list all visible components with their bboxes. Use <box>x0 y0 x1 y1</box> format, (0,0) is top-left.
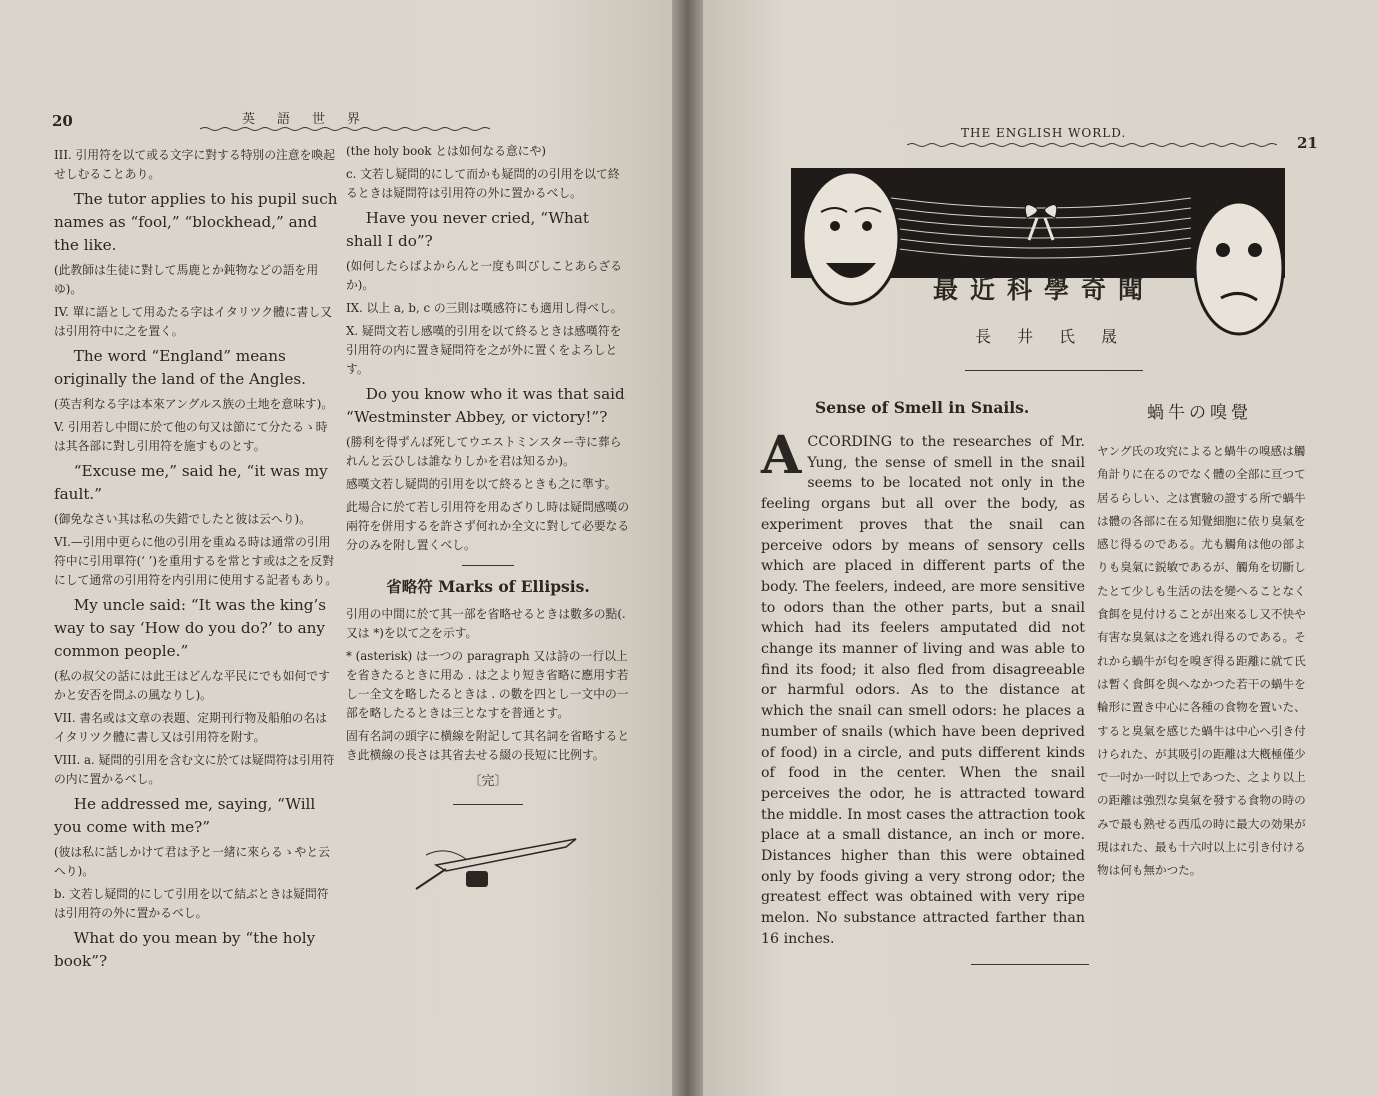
article-author: 長井氏晟 <box>975 327 1144 346</box>
section-rule <box>462 565 514 566</box>
right-page <box>703 0 1377 1096</box>
left-column-2-ellipsis <box>346 605 630 765</box>
japanese-text-paragraph: VII. 書名或は文章の表題、定期刊行物及船舶の名はイタリツク體に書し又は引用符を附す。 <box>54 711 328 744</box>
jp-article-body: ヤング氏の攻究によると蝸牛の嗅感は觸角計りに在るのでなく體の全部に亘つて居るらしい、之は實驗の證する所で蝸牛は體の各部に在る知覺細胞に依り臭氣を感じ得るのである。尤も觸角は他の部よりも臭氣に鋭敏であるが、觸角を切斷したとて少しも生活の法を變へることなく食餌を見付けることが出來るし又不快や有害な臭氣は之を逃れ得るのである。それから蝸牛が匂を嗅ぎ得る距離に就て氏は暫く食餌を與へなかつた若干の蝸牛を輪形に置き中心に各種の食物を置いた、すると臭氣を感じた蝸牛は中心へ引き付けられた、が其吸引の距離は大槪極僅少で一吋か一吋以上であつた、之より以上の距離は強烈な臭氣を發する食物の時のみで最も熟せる西瓜の時に最大の効果が現はれた、最も十六吋以上に引き付ける物は何も無かつた。 <box>1097 444 1306 878</box>
japanese-text-paragraph: X. 疑問文若し感嘆的引用を以て終るときは感嘆符を引用符の内に置き疑問符を之が外に置くをよろしとす。 <box>346 324 622 376</box>
japanese-text-paragraph: 引用の中間に於て其一部を省略せるときは數多の點(. 又は *)を以て之を示す。 <box>346 607 626 640</box>
japanese-text-paragraph: VIII. a. 疑問的引用を含む文に於ては疑問符は引用符の内に置かるべし。 <box>54 753 335 786</box>
page-number-right: 21 <box>1297 134 1318 152</box>
end-mark: 〔完〕 <box>468 774 508 789</box>
en-article-body <box>761 425 1085 950</box>
page-number-left: 20 <box>52 112 73 130</box>
left-column-2 <box>346 142 630 895</box>
english-example-paragraph: Do you know who it was that said “Westminster Abbey, or victory!”? <box>346 385 625 426</box>
japanese-text-paragraph: (如何したらばよからんと一度も叫びしことあらざるか)。 <box>346 259 622 292</box>
quill-inkpot-icon <box>406 825 586 895</box>
japanese-text-paragraph: c. 文若し疑問的にして而かも疑問的の引用を以て終るときは疑問符は引用符の外に置かるべし。 <box>346 167 620 200</box>
ellipsis-heading: 省略符 Marks of Ellipsis. <box>386 577 590 596</box>
english-example-paragraph: He addressed me, saying, “Will you come with me?” <box>54 795 316 836</box>
en-article-text: CCORDING to the researches of Mr. Yung, the sense of smell in the snail seems to be located not only in the feeling organs but all over the body, as experiment proves that the snail can perceive odors by means of sensory cells which are placed in different parts of the body. The feelers, indeed, are more sensitive to odors than the other parts, but a snail which had its feelers amputated did not change its manner of living and was able to find its food; it also fled from disagreeable or harmful odors. As to the distance at which the snail can smell odors: he places a number of snails (which have been deprived of food) in a circle, and puts different kinds of food in the center. When the snail perceives the odor, he is attracted toward the middle. In most cases the attraction took place at a small distance, an inch or more. Distances higher than this were obtained only by foods giving a very strong odor; the greatest effect was obtained with very ripe melon. No substance attracted farther than 16 inches. <box>761 434 1085 947</box>
running-head-right: THE ENGLISH WORLD. <box>961 126 1127 140</box>
japanese-text-paragraph: (英吉利なる字は本來アングルス族の土地を意味す)。 <box>54 397 334 411</box>
en-article-title-text: Sense of Smell in Snails. <box>815 398 1030 417</box>
english-example-paragraph: The word “England” means originally the land of the Angles. <box>54 347 306 388</box>
dropcap: A <box>761 425 802 486</box>
header-wave-rule-left <box>200 126 490 132</box>
left-column-1 <box>54 146 338 977</box>
japanese-text-paragraph: VI.—引用中更らに他の引用を重ぬる時は通常の引用符中に引用單符(‘ ’)を重用するを常とす或は之を反對にして通常の引用符を内引用に使用する記者もあり。 <box>54 535 338 587</box>
japanese-text-paragraph: 感嘆文若し疑問的引用を以て終るときも之に準す。 <box>346 477 617 491</box>
left-column-2-rules <box>346 142 630 555</box>
japanese-text-paragraph: (勝利を得ずんば死してウエストミンスター寺に葬られんと云ひしは誰なりしかを君は知るか)。 <box>346 435 622 468</box>
end-rule <box>453 804 523 805</box>
japanese-text-paragraph: IX. 以上 a, b, c の三則は嘆感符にも適用し得べし。 <box>346 301 623 315</box>
japanese-text-paragraph: (此教師は生徒に對して馬鹿とか鈍物などの語を用ゆ)。 <box>54 263 319 296</box>
japanese-text-paragraph: 此場合に於て若し引用符を用ゐざりし時は疑問感嘆の兩符を併用するを許さず何れか全文に對して必要なる分のみを附し置くべし。 <box>346 500 630 552</box>
japanese-text-paragraph: (the holy book とは如何なる意にや) <box>346 144 546 158</box>
japanese-text-paragraph: b. 文若し疑問的にして引用を以て結ぶときは疑問符は引用符の外に置かるべし。 <box>54 887 329 920</box>
japanese-text-paragraph: (私の叔父の話には此王はどんな平民にでも如何ですかと安否を問ふの風なりし)。 <box>54 669 330 702</box>
running-head-left: 英語世界 <box>242 112 383 127</box>
header-wave-rule-right <box>907 142 1277 148</box>
english-example-paragraph: The tutor applies to his pupil such names as “fool,” “blockhead,” and the like. <box>54 190 338 254</box>
japanese-text-paragraph: V. 引用若し中間に於て他の句又は節にて分たるゝ時は其各部に對し引用符を施すものとす。 <box>54 420 328 453</box>
jp-article-title: 蝸牛の嗅覺 <box>1147 403 1252 423</box>
book-gutter <box>672 0 703 1096</box>
japanese-text-paragraph: (彼は私に話しかけて君は予と一緒に來らるゝやと云へり)。 <box>54 845 330 878</box>
left-page <box>0 0 672 1096</box>
japanese-text-paragraph: III. 引用符を以て或る文字に對する特別の注意を喚起せしむることあり。 <box>54 148 336 181</box>
japanese-text-paragraph: * (asterisk) は一つの paragraph 又は詩の一行以上を省きたるときに用ゐ . は之より短き省略に應用す若し一全文を略したるときは . の數を四とし一文中の一部を略したるときは三となすを普通とす。 <box>346 649 629 720</box>
english-example-paragraph: What do you mean by “the holy book”? <box>54 929 316 970</box>
en-article-title <box>815 397 1029 420</box>
article-series-title: 最近科學奇聞 <box>933 275 1156 304</box>
japanese-text-paragraph: IV. 單に語として用ゐたる字はイタリツク體に書し又は引用符中に之を置く。 <box>54 305 333 338</box>
english-example-paragraph: “Excuse me,” said he, “it was my fault.” <box>54 462 328 503</box>
footer-rule <box>971 964 1089 965</box>
english-example-paragraph: Have you never cried, “What shall I do”? <box>346 209 589 250</box>
english-example-paragraph: My uncle said: “It was the king’s way to say ‘How do you do?’ to any common people.” <box>54 596 327 660</box>
japanese-text-paragraph: 固有名詞の頭字に横線を附記して其名詞を省略するとき此横線の長さは其省去せる綴の長短に比例す。 <box>346 729 630 762</box>
japanese-text-paragraph: (御免なさい其は私の失錯でしたと彼は云へり)。 <box>54 512 311 526</box>
title-rule <box>965 370 1143 371</box>
